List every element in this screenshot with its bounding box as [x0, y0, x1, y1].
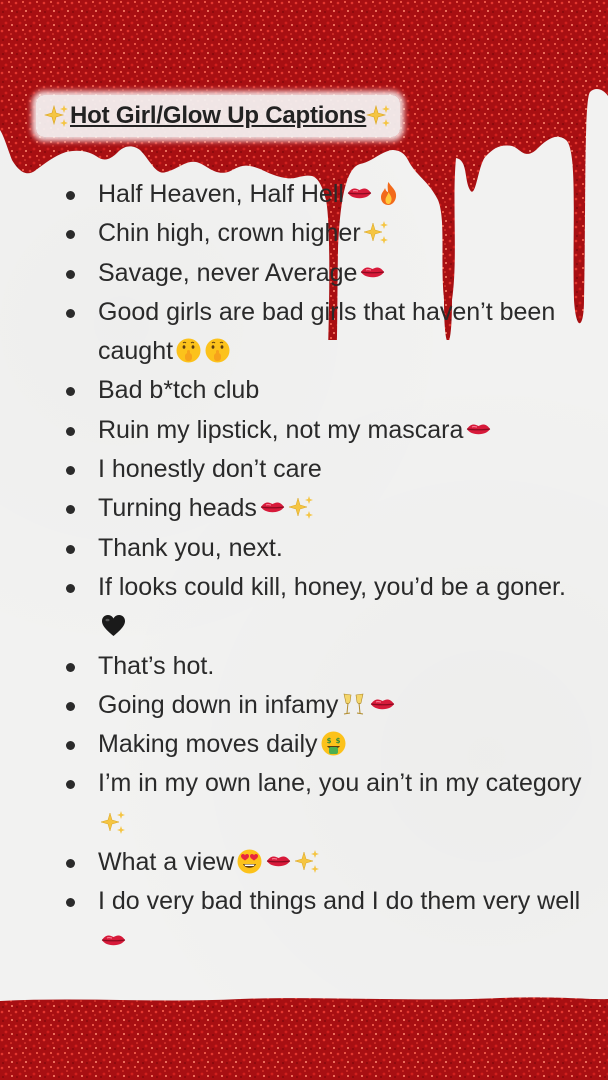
bullet-point [66, 780, 75, 789]
bullet-point [66, 663, 75, 672]
lips-icon [359, 259, 386, 286]
caption-item [60, 568, 590, 647]
caption-text: Chin high, crown higher [98, 219, 361, 248]
title-banner [36, 95, 400, 137]
page-title: Hot Girl/Glow Up Captions [70, 102, 367, 129]
caption-item [60, 686, 590, 725]
bullet-point [66, 427, 75, 436]
sparkles-icon [100, 809, 127, 836]
bullet-point [66, 859, 75, 868]
sparkles-icon [294, 848, 321, 875]
shushing-face-icon [204, 337, 231, 364]
shushing-face-icon [175, 337, 202, 364]
caption-item [60, 293, 590, 372]
lips-icon [465, 416, 492, 443]
bullet-point [66, 898, 75, 907]
money-mouth-face-icon [320, 730, 347, 757]
caption-text: That’s hot. [98, 651, 215, 680]
red-glitter-band-bottom [0, 995, 608, 1080]
bullet-point [66, 466, 75, 475]
caption-item [60, 175, 590, 214]
bullet-point [66, 270, 75, 279]
bullet-point [66, 230, 75, 239]
caption-item [60, 843, 590, 882]
bullet-point [66, 545, 75, 554]
fire-icon [375, 180, 402, 207]
bullet-point [66, 191, 75, 200]
caption-item [60, 529, 590, 568]
bullet-point [66, 309, 75, 318]
lips-icon [346, 180, 373, 207]
sparkles-icon [363, 219, 390, 246]
caption-text: Ruin my lipstick, not my mascara [98, 415, 464, 444]
caption-text: Bad b*tch club [98, 376, 260, 405]
sparkles-icon [44, 103, 70, 129]
caption-text: Turning heads [98, 494, 257, 523]
caption-list [60, 175, 590, 961]
bullet-point [66, 387, 75, 396]
lips-icon [369, 691, 396, 718]
bullet-point [66, 702, 75, 711]
caption-item [60, 647, 590, 686]
lips-icon [259, 494, 286, 521]
caption-item [60, 371, 590, 410]
heart-eyes-face-icon [236, 848, 263, 875]
caption-text: I do very bad things and I do them very well [98, 887, 581, 916]
sparkles-icon [366, 103, 392, 129]
lips-icon [100, 927, 127, 954]
caption-item [60, 489, 590, 528]
svg-text:$: $ [335, 737, 340, 746]
caption-item [60, 764, 590, 843]
black-heart-icon [100, 612, 127, 639]
sparkles-icon [288, 494, 315, 521]
caption-text: Thank you, next. [98, 533, 283, 562]
bullet-point [66, 584, 75, 593]
caption-text: Savage, never Average [98, 258, 358, 287]
caption-text: Good girls are bad girls that haven’t been caught [98, 297, 556, 366]
caption-item [60, 725, 590, 764]
caption-text: I’m in my own lane, you ain’t in my category [98, 769, 582, 798]
caption-item [60, 411, 590, 450]
caption-text: I honestly don’t care [98, 455, 322, 484]
caption-item [60, 450, 590, 489]
caption-item [60, 214, 590, 253]
bullet-point [66, 741, 75, 750]
caption-item [60, 882, 590, 961]
caption-text: Half Heaven, Half Hell [98, 180, 344, 208]
champagne-glasses-icon [340, 691, 367, 718]
bullet-point [66, 505, 75, 514]
caption-item [60, 254, 590, 293]
caption-text: If looks could kill, honey, you’d be a goner. [98, 572, 566, 601]
lips-icon [265, 848, 292, 875]
svg-text:$: $ [326, 737, 331, 746]
caption-text: What a view [98, 848, 235, 877]
caption-text: Going down in infamy [98, 690, 339, 719]
caption-text: Making moves daily [98, 730, 318, 759]
